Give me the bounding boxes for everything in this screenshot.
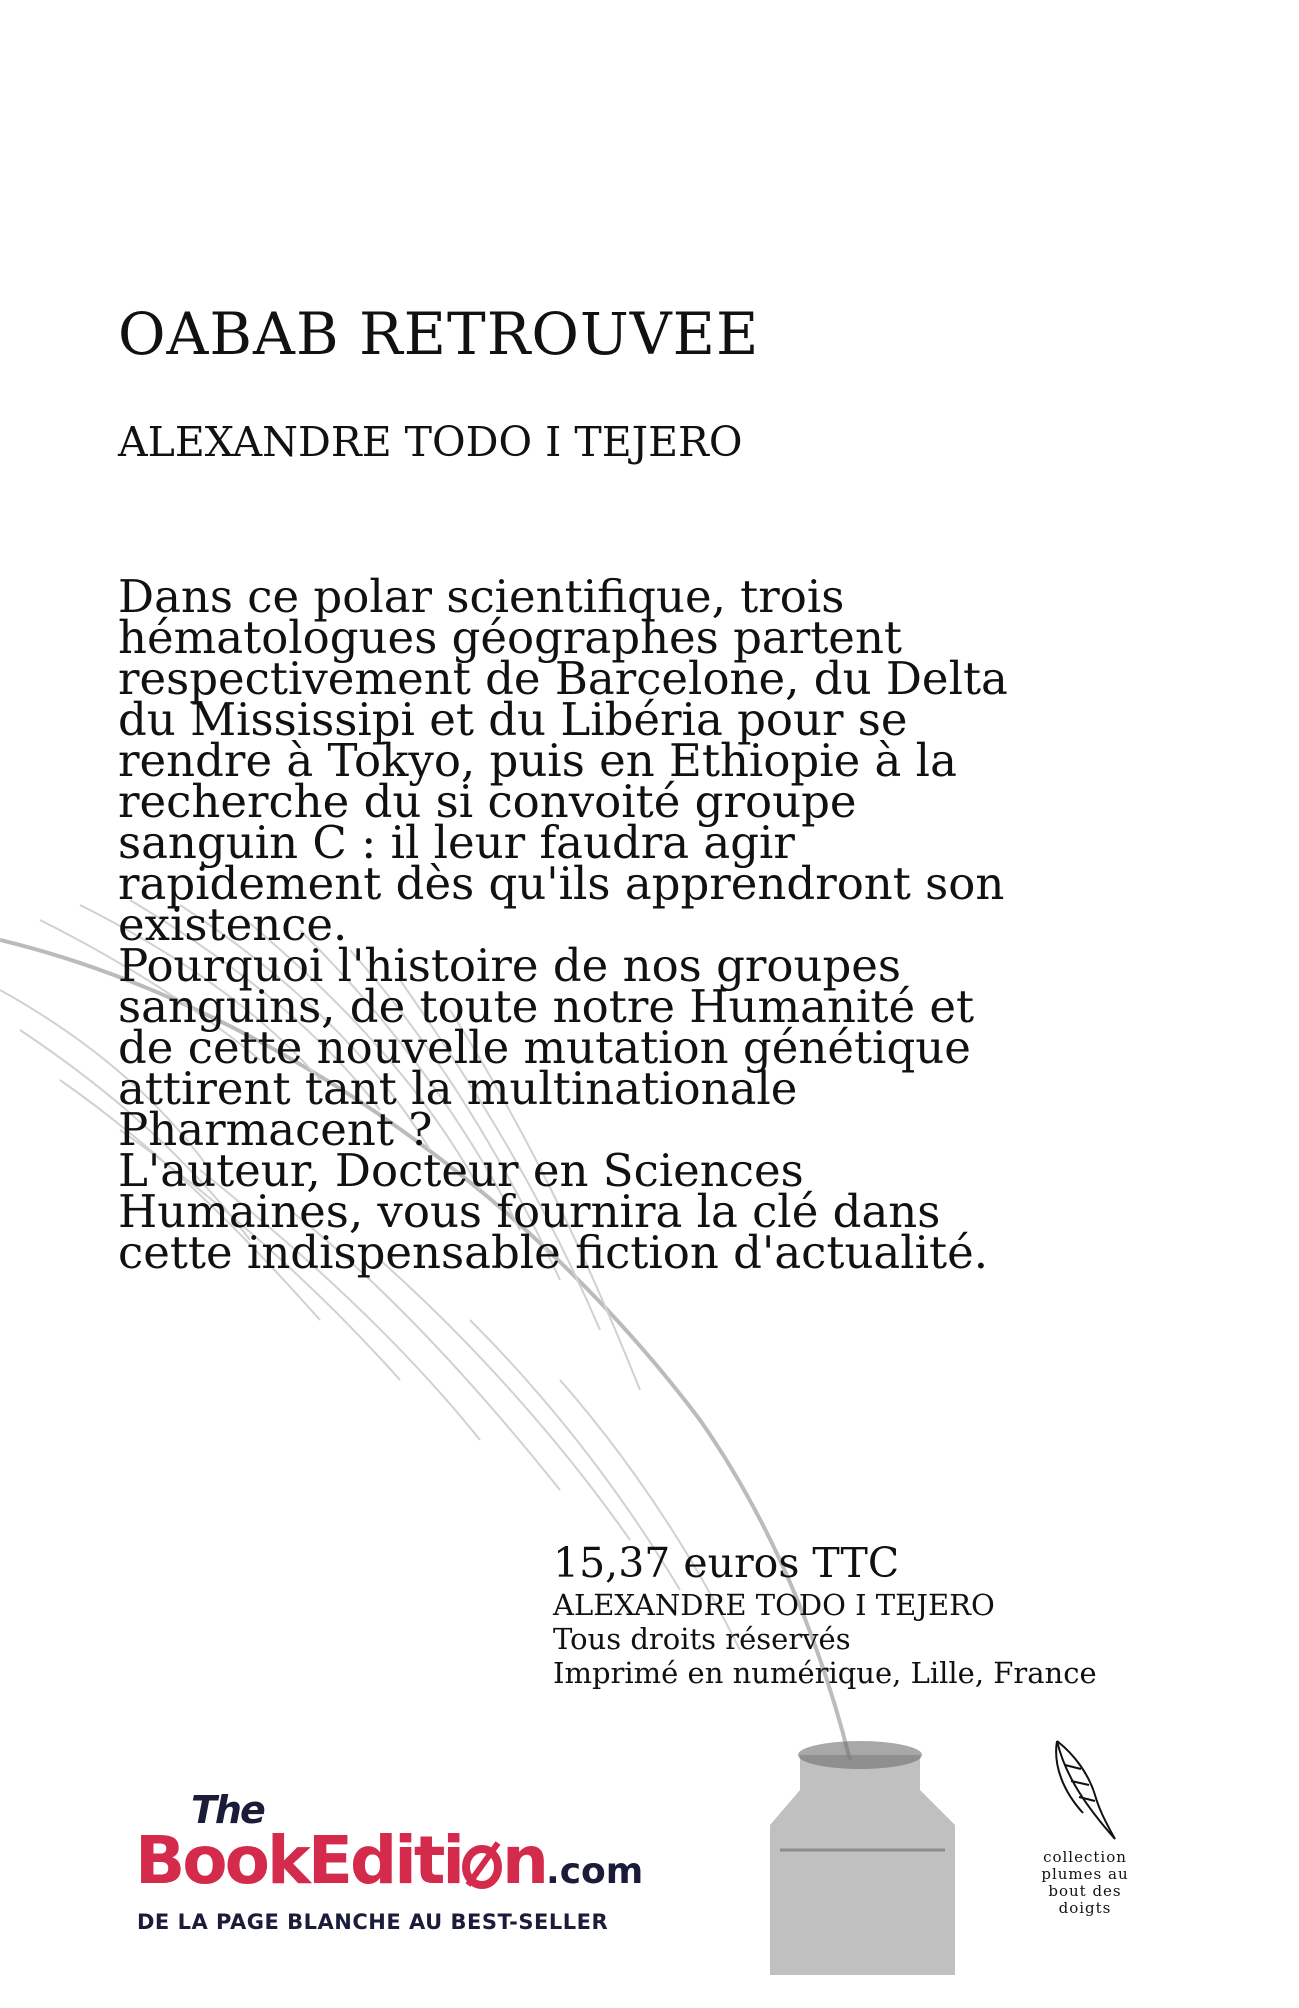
book-author: ALEXANDRE TODO I TEJERO bbox=[118, 418, 743, 466]
collection-line: bout des bbox=[1048, 1882, 1122, 1900]
blurb-line: recherche du si convoité groupe bbox=[118, 775, 857, 828]
blurb-line: rapidement dès qu'ils apprendront son bbox=[118, 857, 1005, 910]
blurb-line: Pourquoi l'histoire de nos groupes bbox=[118, 939, 901, 992]
logo-tagline: DE LA PAGE BLANCHE AU BEST-SELLER bbox=[137, 1910, 609, 1934]
blurb-line: rendre à Tokyo, puis en Ethiopie à la bbox=[118, 734, 957, 787]
imprint-rights: Tous droits réservés bbox=[553, 1622, 851, 1656]
blurb-line: L'auteur, Docteur en Sciences bbox=[118, 1144, 804, 1197]
price-label: 15,37 euros TTC bbox=[553, 1539, 900, 1587]
blurb-line: attirent tant la multinationale bbox=[118, 1062, 798, 1115]
blurb-line: cette indispensable fiction d'actualité. bbox=[118, 1226, 989, 1279]
blurb-line: respectivement de Barcelone, du Delta bbox=[118, 652, 1008, 705]
collection-line: collection bbox=[1043, 1848, 1127, 1866]
inkwell-illustration bbox=[770, 1741, 955, 1975]
collection-badge bbox=[1030, 1735, 1140, 1917]
blurb-line: sanguin C : il leur faudra agir bbox=[118, 816, 795, 869]
logo-name-a: BookEditi bbox=[135, 1822, 463, 1899]
collection-line: doigts bbox=[1058, 1899, 1112, 1917]
imprint-printed: Imprimé en numérique, Lille, France bbox=[553, 1656, 1097, 1690]
blurb-line: de cette nouvelle mutation génétique bbox=[118, 1021, 971, 1074]
logo-wordmark bbox=[135, 1822, 643, 1899]
collection-label bbox=[1030, 1849, 1140, 1917]
quill-icon bbox=[1045, 1735, 1125, 1845]
logo-name-b: n bbox=[502, 1822, 547, 1899]
collection-line: plumes au bbox=[1041, 1865, 1129, 1883]
book-title: OABAB RETROUVEE bbox=[118, 300, 760, 368]
imprint-author: ALEXANDRE TODO I TEJERO bbox=[553, 1588, 995, 1622]
blurb-line: Dans ce polar scientifique, trois bbox=[118, 570, 845, 623]
imprint-block bbox=[553, 1538, 1097, 1690]
blurb-line: Pharmacent ? bbox=[118, 1103, 433, 1156]
blurb-line: hématologues géographes partent bbox=[118, 611, 903, 664]
blurb-line: du Mississipi et du Libéria pour se bbox=[118, 693, 908, 746]
book-blurb bbox=[118, 570, 1118, 1279]
logo-nib-icon bbox=[462, 1822, 502, 1899]
logo-tld: .com bbox=[546, 1851, 644, 1892]
logo-the: The bbox=[191, 1788, 264, 1832]
blurb-line: Humaines, vous fournira la clé dans bbox=[118, 1185, 941, 1238]
blurb-line: sanguins, de toute notre Humanité et bbox=[118, 980, 975, 1033]
blurb-line: existence. bbox=[118, 898, 348, 951]
